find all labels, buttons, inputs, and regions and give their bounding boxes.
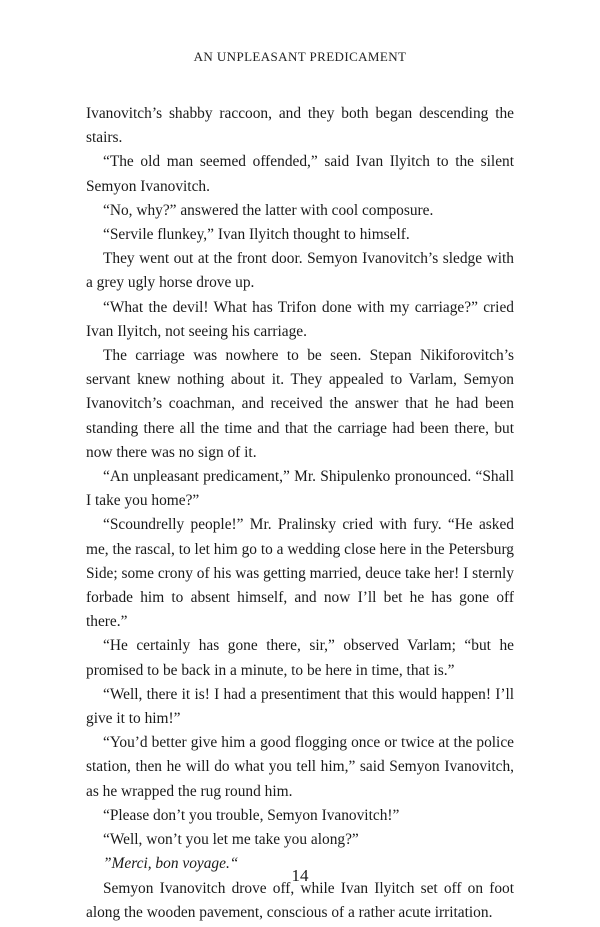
paragraph: “You’d better give him a good flogging once or twice at the police station, then he will do what you tell him,” said Semyon Ivanovitch, as he wrapped the rug round him. [86, 734, 514, 800]
paragraph: “No, why?” answered the latter with cool composure. [103, 201, 434, 219]
paragraph: “Well, there it is! I had a presentiment that this would happen! I’ll give it to him!” [86, 685, 514, 728]
paragraph: “He certainly has gone there, sir,” observed Varlam; “but he promised to be back in a minute, to be here in time, that is.” [86, 637, 514, 679]
paragraph: “Well, won’t you let me take you along?” [103, 831, 359, 849]
paragraph: “An unpleasant predicament,” Mr. Shipulenko pronounced. “Shall I take you home?” [86, 468, 514, 510]
paragraph-italic: ”Merci, bon voyage.“ [103, 855, 239, 873]
paragraph: They went out at the front door. Semyon Ivanovitch’s sledge with a grey ugly horse drove up. [86, 250, 514, 292]
body-text [86, 102, 514, 925]
paragraph: “Please don’t you trouble, Semyon Ivanovitch!” [103, 806, 400, 824]
running-head: AN UNPLEASANT PREDICAMENT [193, 49, 407, 64]
paragraph: Semyon Ivanovitch drove off, while Ivan Ilyitch set off on foot along the wooden pavement, conscious of a rather acute irritation. [86, 879, 514, 921]
paragraph: “The old man seemed offended,” said Ivan Ilyitch to the silent Semyon Ivanovitch. [86, 153, 514, 195]
paragraph: “Servile flunkey,” Ivan Ilyitch thought to himself. [103, 226, 410, 244]
page-number: 14 [291, 866, 309, 885]
paragraph-continued: Ivanovitch’s shabby raccoon, and they both began descending the stairs. [86, 105, 514, 147]
paragraph: The carriage was nowhere to be seen. Stepan Nikiforovitch’s servant knew nothing about it. They appealed to Varlam, Semyon Ivanovitch’s coachman, and received the answer that he had been standing there all the time and that the carriage had been there, but now there was no sign of it. [86, 347, 514, 461]
paragraph: “What the devil! What has Trifon done with my carriage?” cried Ivan Ilyitch, not seeing his carriage. [86, 298, 514, 340]
paragraph: “Scoundrelly people!” Mr. Pralinsky cried with fury. “He asked me, the rascal, to let him go to a wedding close here in the Petersburg Side; some crony of his was getting married, deuce take her! I sternly forbade him to absent himself, and now I’ll bet he has gone off there.” [86, 516, 514, 631]
